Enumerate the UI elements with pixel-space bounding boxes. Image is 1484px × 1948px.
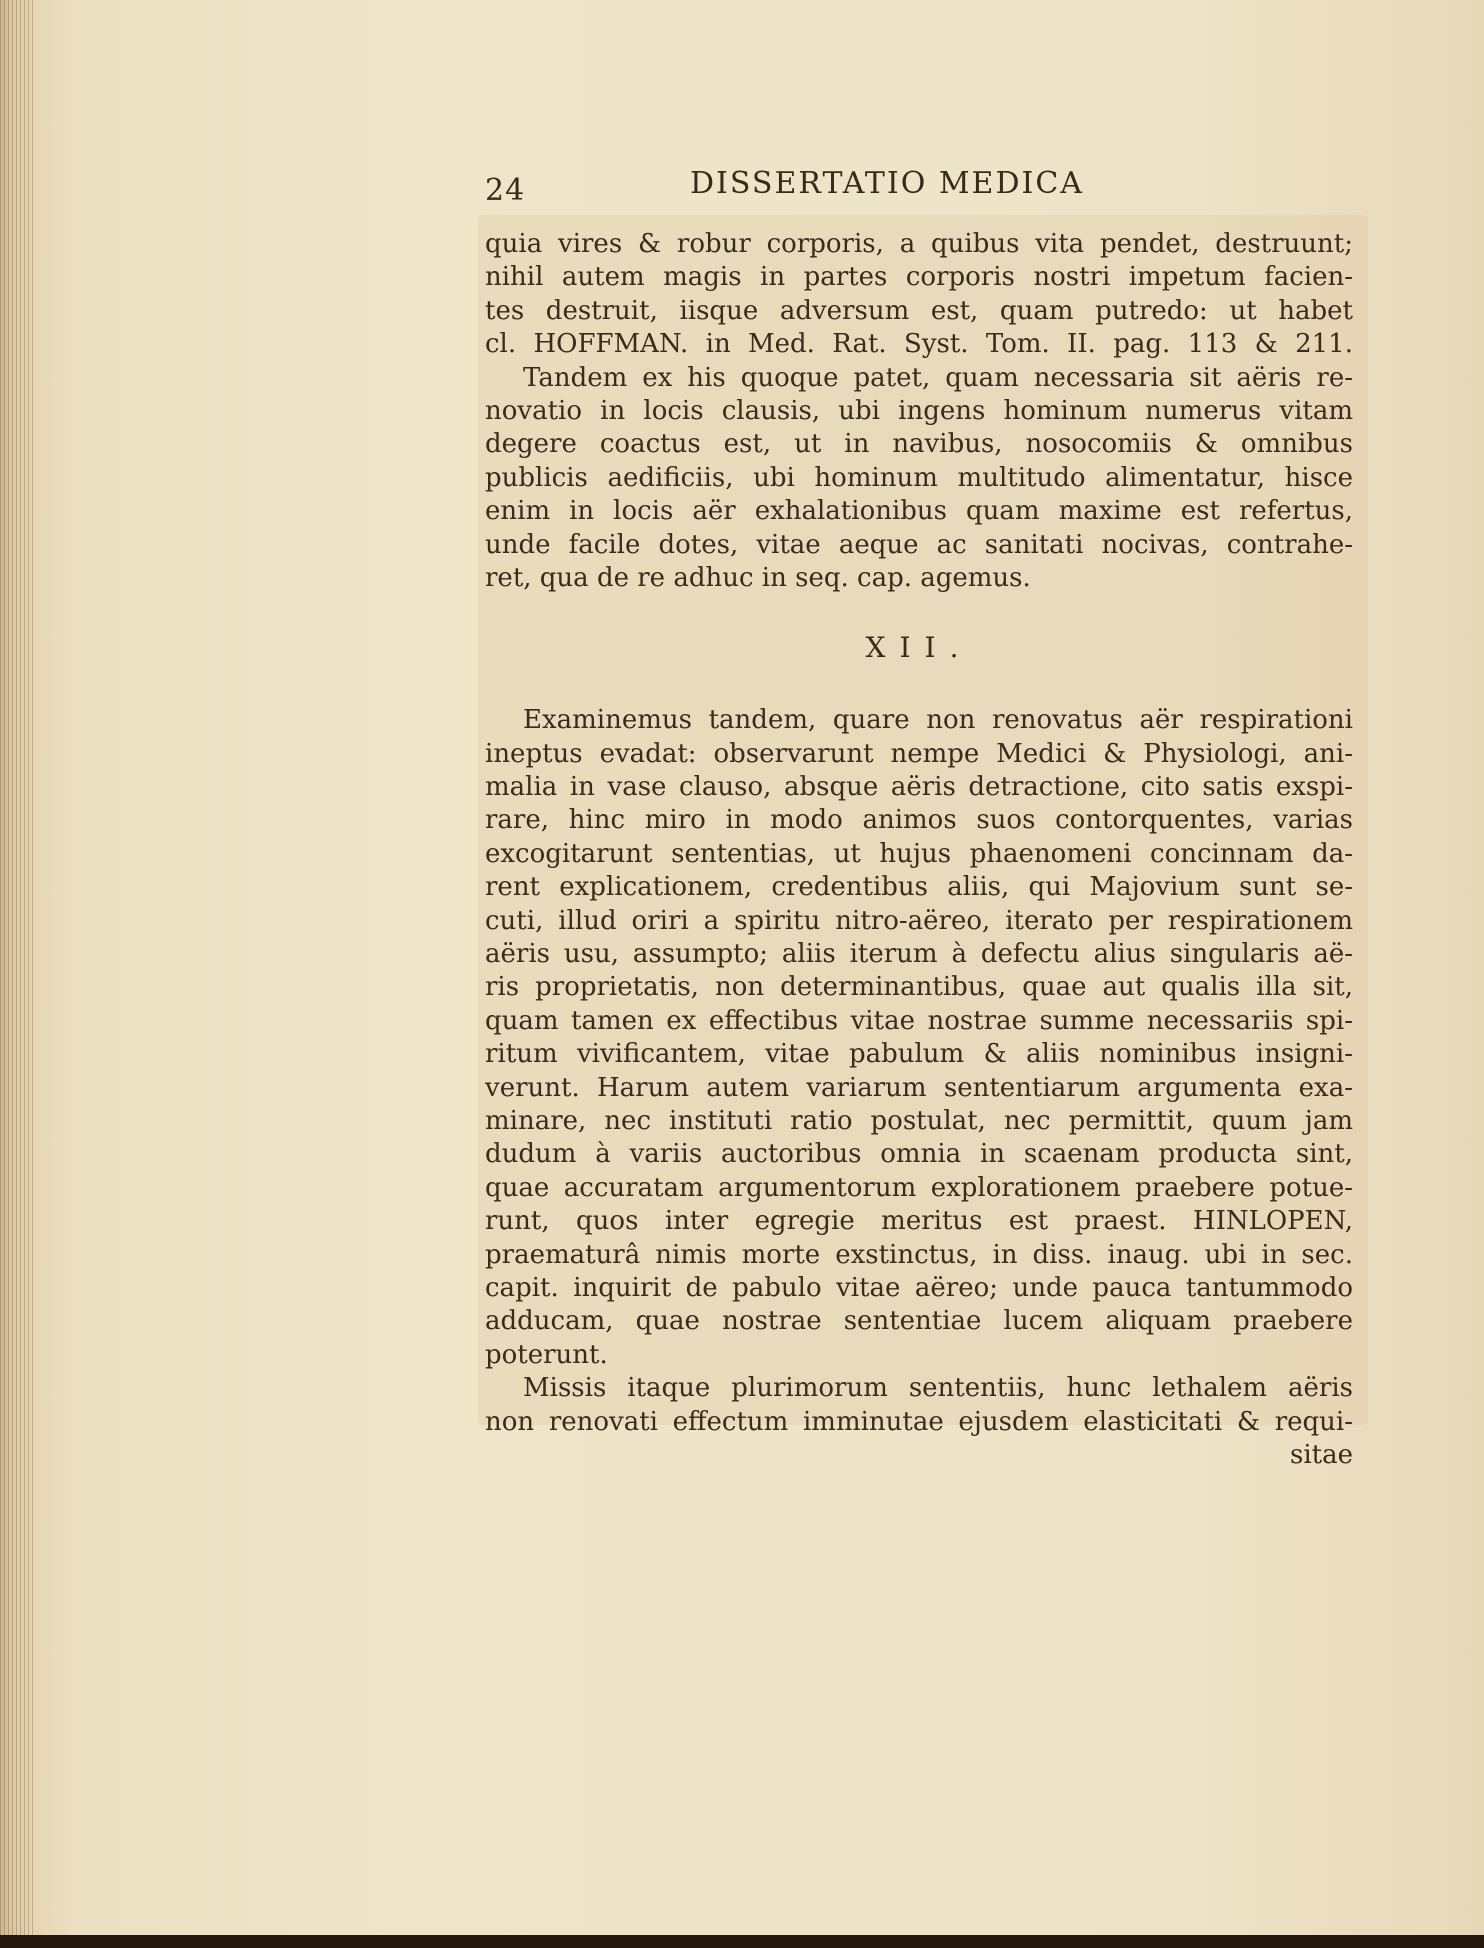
text-line: unde facile dotes, vitae aeque ac sanitati nocivas, contrahe- <box>485 529 1353 560</box>
text-line: runt, quos inter egregie meritus est praest. HINLOPEN, <box>485 1206 1353 1237</box>
text-line: nihil autem magis in partes corporis nostri impetum facien- <box>485 262 1353 293</box>
paragraph-2 <box>485 362 1353 596</box>
text-line: dudum à variis auctoribus omnia in scaenam producta sint, <box>485 1139 1353 1170</box>
text-line: ineptus evadat: observarunt nempe Medici & Physiologi, ani- <box>485 738 1353 769</box>
text-line: ris proprietatis, non determinantibus, quae aut qualis illa sit, <box>485 972 1353 1003</box>
text-block <box>485 228 1353 1472</box>
text-line: poterunt. <box>485 1339 608 1370</box>
text-line: aëris usu, assumpto; aliis iterum à defectu alius singularis aë- <box>485 939 1353 970</box>
text-line: rent explicationem, credentibus aliis, qui Majovium sunt se- <box>485 872 1353 903</box>
text-line: degere coactus est, ut in navibus, nosocomiis & omnibus <box>485 429 1353 460</box>
text-line: ritum vivificantem, vitae pabulum & aliis nominibus insigni- <box>485 1039 1353 1070</box>
catchword: sitae <box>1290 1439 1353 1470</box>
text-line: Examinemus tandem, quare non renovatus aër respirationi <box>523 705 1353 736</box>
text-line: quam tamen ex effectibus vitae nostrae summe necessariis spi- <box>485 1005 1353 1036</box>
running-head: DISSERTATIO MEDICA <box>690 166 1084 201</box>
text-line: Missis itaque plurimorum sententiis, hunc lethalem aëris <box>523 1373 1353 1404</box>
section-heading: XII. <box>865 631 973 665</box>
text-line: novatio in locis clausis, ubi ingens hominum numerus vitam <box>485 395 1353 426</box>
text-line: minare, nec instituti ratio postulat, nec permittit, quum jam <box>485 1105 1353 1136</box>
text-line: ret, qua de re adhuc in seq. cap. agemus. <box>485 562 1031 593</box>
scanner-bed-edge <box>0 1935 1484 1948</box>
page-header <box>485 163 1365 208</box>
text-line: enim in locis aër exhalationibus quam maxime est refertus, <box>485 496 1353 527</box>
text-line: publicis aedificiis, ubi hominum multitudo alimentatur, hisce <box>485 462 1353 493</box>
paragraph-4 <box>485 1372 1353 1439</box>
text-line: cl. HOFFMAN. in Med. Rat. Syst. Tom. II. pag. 113 & 211. <box>485 329 1353 360</box>
text-line: quia vires & robur corporis, a quibus vita pendet, destruunt; <box>485 229 1353 259</box>
text-line: verunt. Harum autem variarum sententiarum argumenta exa- <box>485 1072 1353 1103</box>
text-line: excogitarunt sententias, ut hujus phaenomeni concinnam da- <box>485 838 1353 869</box>
page-edges <box>0 0 36 1935</box>
text-line: tes destruit, iisque adversum est, quam putredo: ut habet <box>485 295 1353 326</box>
text-line: capit. inquirit de pabulo vitae aëreo; unde pauca tantummodo <box>485 1272 1353 1303</box>
text-line: praematurâ nimis morte exstinctus, in diss. inaug. ubi in sec. <box>485 1239 1353 1270</box>
text-line: adducam, quae nostrae sententiae lucem aliquam praebere <box>485 1306 1353 1337</box>
paragraph-3 <box>485 704 1353 1372</box>
text-line: Tandem ex his quoque patet, quam necessaria sit aëris re- <box>523 362 1353 393</box>
text-line: quae accuratam argumentorum explorationem praebere potue- <box>485 1172 1353 1203</box>
text-line: rare, hinc miro in modo animos suos contorquentes, varias <box>485 805 1353 836</box>
text-line: non renovati effectum imminutae ejusdem elasticitati & requi- <box>485 1406 1353 1437</box>
page-number: 24 <box>485 173 526 208</box>
text-line: malia in vase clauso, absque aëris detractione, cito satis exspi- <box>485 772 1353 803</box>
text-line: cuti, illud oriri a spiritu nitro-aëreo, iterato per respirationem <box>485 905 1353 936</box>
paragraph-1 <box>485 228 1353 362</box>
